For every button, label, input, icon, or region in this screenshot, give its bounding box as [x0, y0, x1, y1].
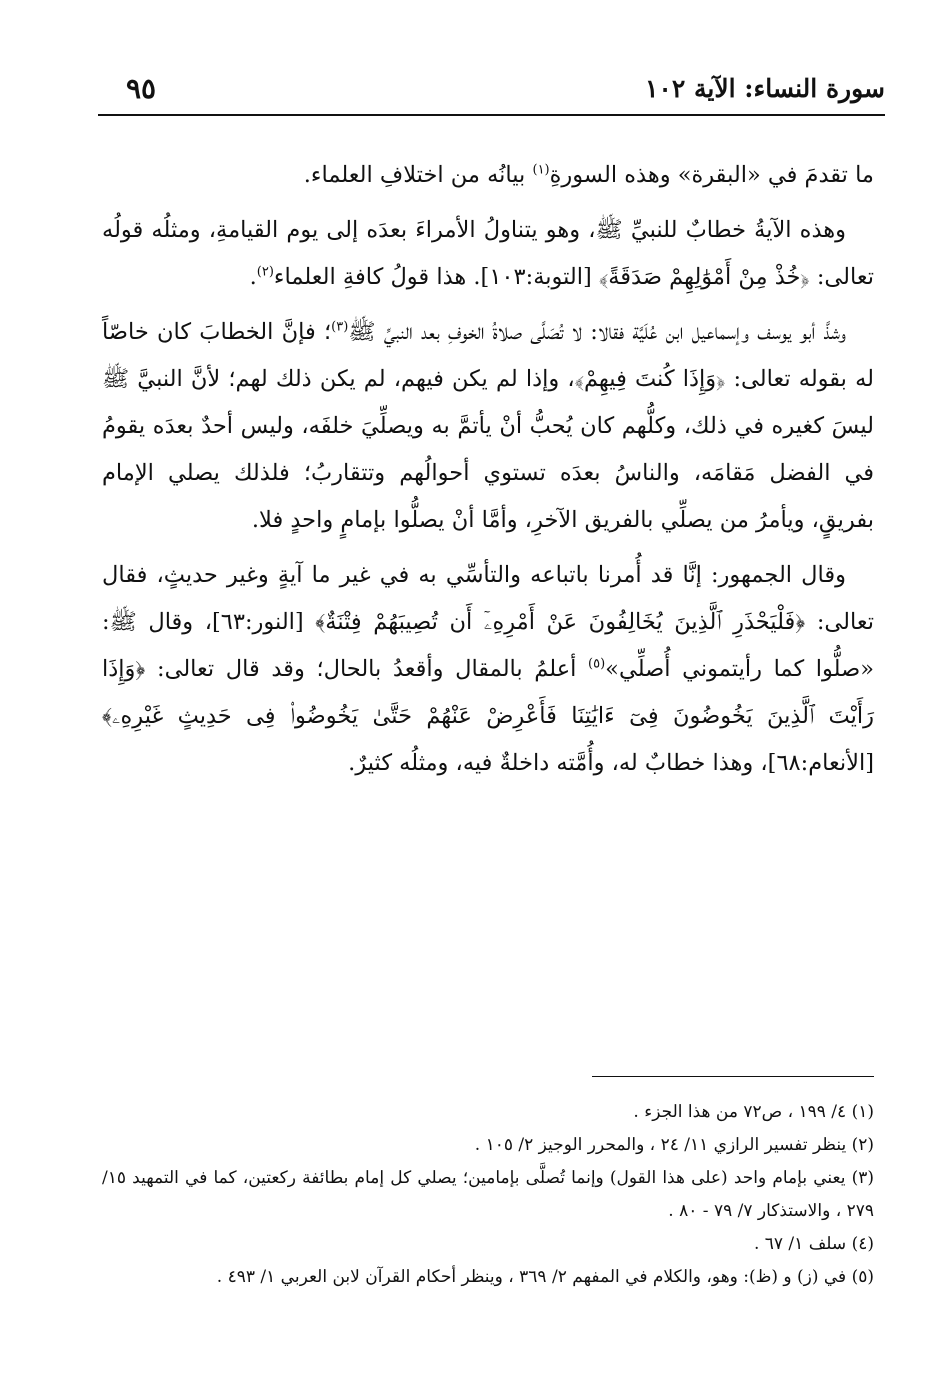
paragraph-text: ما تقدمَ في «البقرة» وهذه السورةِ — [549, 162, 874, 188]
page-number: ٩٥ — [126, 72, 157, 105]
footnote-2: (٢) ينظر تفسير الرازي ١١/ ٢٤ ، والمحرر الوجيز ٢/ ١٠٥ . — [474, 1135, 874, 1155]
paragraph-text: ؛ فإنَّ الخطابَ كان خاصّاً له بقوله تعالى: ﴿وَإِذَا كُنتَ فِيهِمْ﴾، وإذا لم يكن فيهم، لم يكن ذلك لهم؛ لأنَّ النبيَّ ﷺ ليسَ كغيره في ذلك، وكلُّهم كان يُحبُّ أنْ يأتمَّ به ويصلِّيَ خلفَه، وليس أحدٌ بعدَه يقومُ في الفضل مَقامَه، والناسُ بعدَه تستوي أحوالُهم وتتقاربُ؛ فلذلك يصلي الإمام بفريقٍ، ويأمرُ من يصلِّي بالفريق الآخرِ، وأمَّا أنْ يصلُّوا بإمامٍ واحدٍ فلا. — [102, 319, 874, 533]
footnote-3: (٣) يعني بإمام واحد (على هذا القول) وإنما تُصلَّى بإمامين؛ يصلي كل إمام بطائفة ركعتين، كما في التمهيد ١٥/ ٢٧٩ ، والاستذكار ٧/ ٧٩ - ٨٠ . — [102, 1168, 874, 1221]
header-divider — [98, 114, 885, 116]
footnote-ref-4: (٥) — [588, 656, 606, 672]
paragraph-text: وهذه الآيةُ خطابٌ للنبيِّ ﷺ، وهو يتناولُ الأمراءَ بعدَه إلى يوم القيامةِ، ومثلُه قولُه تعالى: ﴿خُذْ مِنْ أَمْوَٰلِهِمْ صَدَقَةً﴾ [التوبة:١٠٣]. هذا قولُ كافةِ العلماء — [102, 217, 874, 290]
page-header — [98, 72, 885, 112]
footnote-1: (١) ٤/ ١٩٩ ، ص٧٢ من هذا الجزء . — [633, 1102, 874, 1122]
body-text — [102, 152, 874, 795]
footnote-ref-1: (١) — [532, 162, 550, 178]
paragraph-1 — [102, 152, 874, 199]
footnote-5: (٥) في (ز) و (ظ): وهو، والكلام في المفهم ٢/ ٣٦٩ ، وينظر أحكام القرآن لابن العربي ١/ ٤٩٣ . — [216, 1267, 874, 1287]
footnote-ref-3: (٣) — [331, 319, 349, 335]
paragraph-text: وقال الجمهور: إنَّا قد أُمرنا باتباعه والتأسِّي به في غير ما آيةٍ وغير حديثٍ، فقال تعالى: ﴿فَلْيَحْذَرِ ٱلَّذِينَ يُخَالِفُونَ عَنْ أَمْرِهِۦٓ أَن تُصِيبَهُمْ فِتْنَةٌ﴾ [النور:٦٣]، وقال ﷺ: «صلُّوا كما رأيتموني أُصلِّي» — [102, 562, 874, 682]
paragraph-2 — [102, 207, 874, 301]
paragraph-text: أعلمُ بالمقال وأقعدُ بالحال؛ وقد قال تعالى: ﴿وَإِذَا رَأَيْتَ ٱلَّذِينَ يَخُوضُونَ فِىٓ ءَايَٰتِنَا فَأَعْرِضْ عَنْهُمْ حَتَّىٰ يَخُوضُوا۟ فِى حَدِيثٍ غَيْرِهِۦ﴾ [الأنعام:٦٨]، وهذا خطابٌ له، وأُمَّته داخلةٌ فيه، ومثلُه كثيرٌ. — [102, 656, 874, 776]
footnote-divider — [592, 1076, 874, 1077]
paragraph-text: وشذَّ أبو يوسف وإسماعيل ابن عُلَيَّة فقالا: لا تُصَلَّى صلاةُ الخوفِ بعد النبيِّ ﷺ — [348, 319, 846, 345]
paragraph-3 — [102, 309, 874, 544]
running-title: سورة النساء: الآية ١٠٢ — [644, 74, 885, 103]
paragraph-text: . — [249, 264, 257, 290]
paragraph-4 — [102, 552, 874, 787]
footnote-4: (٤) سلف ١/ ٦٧ . — [753, 1234, 874, 1254]
footnotes — [102, 1096, 874, 1294]
paragraph-text: بيانُه من اختلافِ العلماء. — [303, 162, 533, 188]
footnote-ref-2: (٢) — [256, 264, 274, 280]
